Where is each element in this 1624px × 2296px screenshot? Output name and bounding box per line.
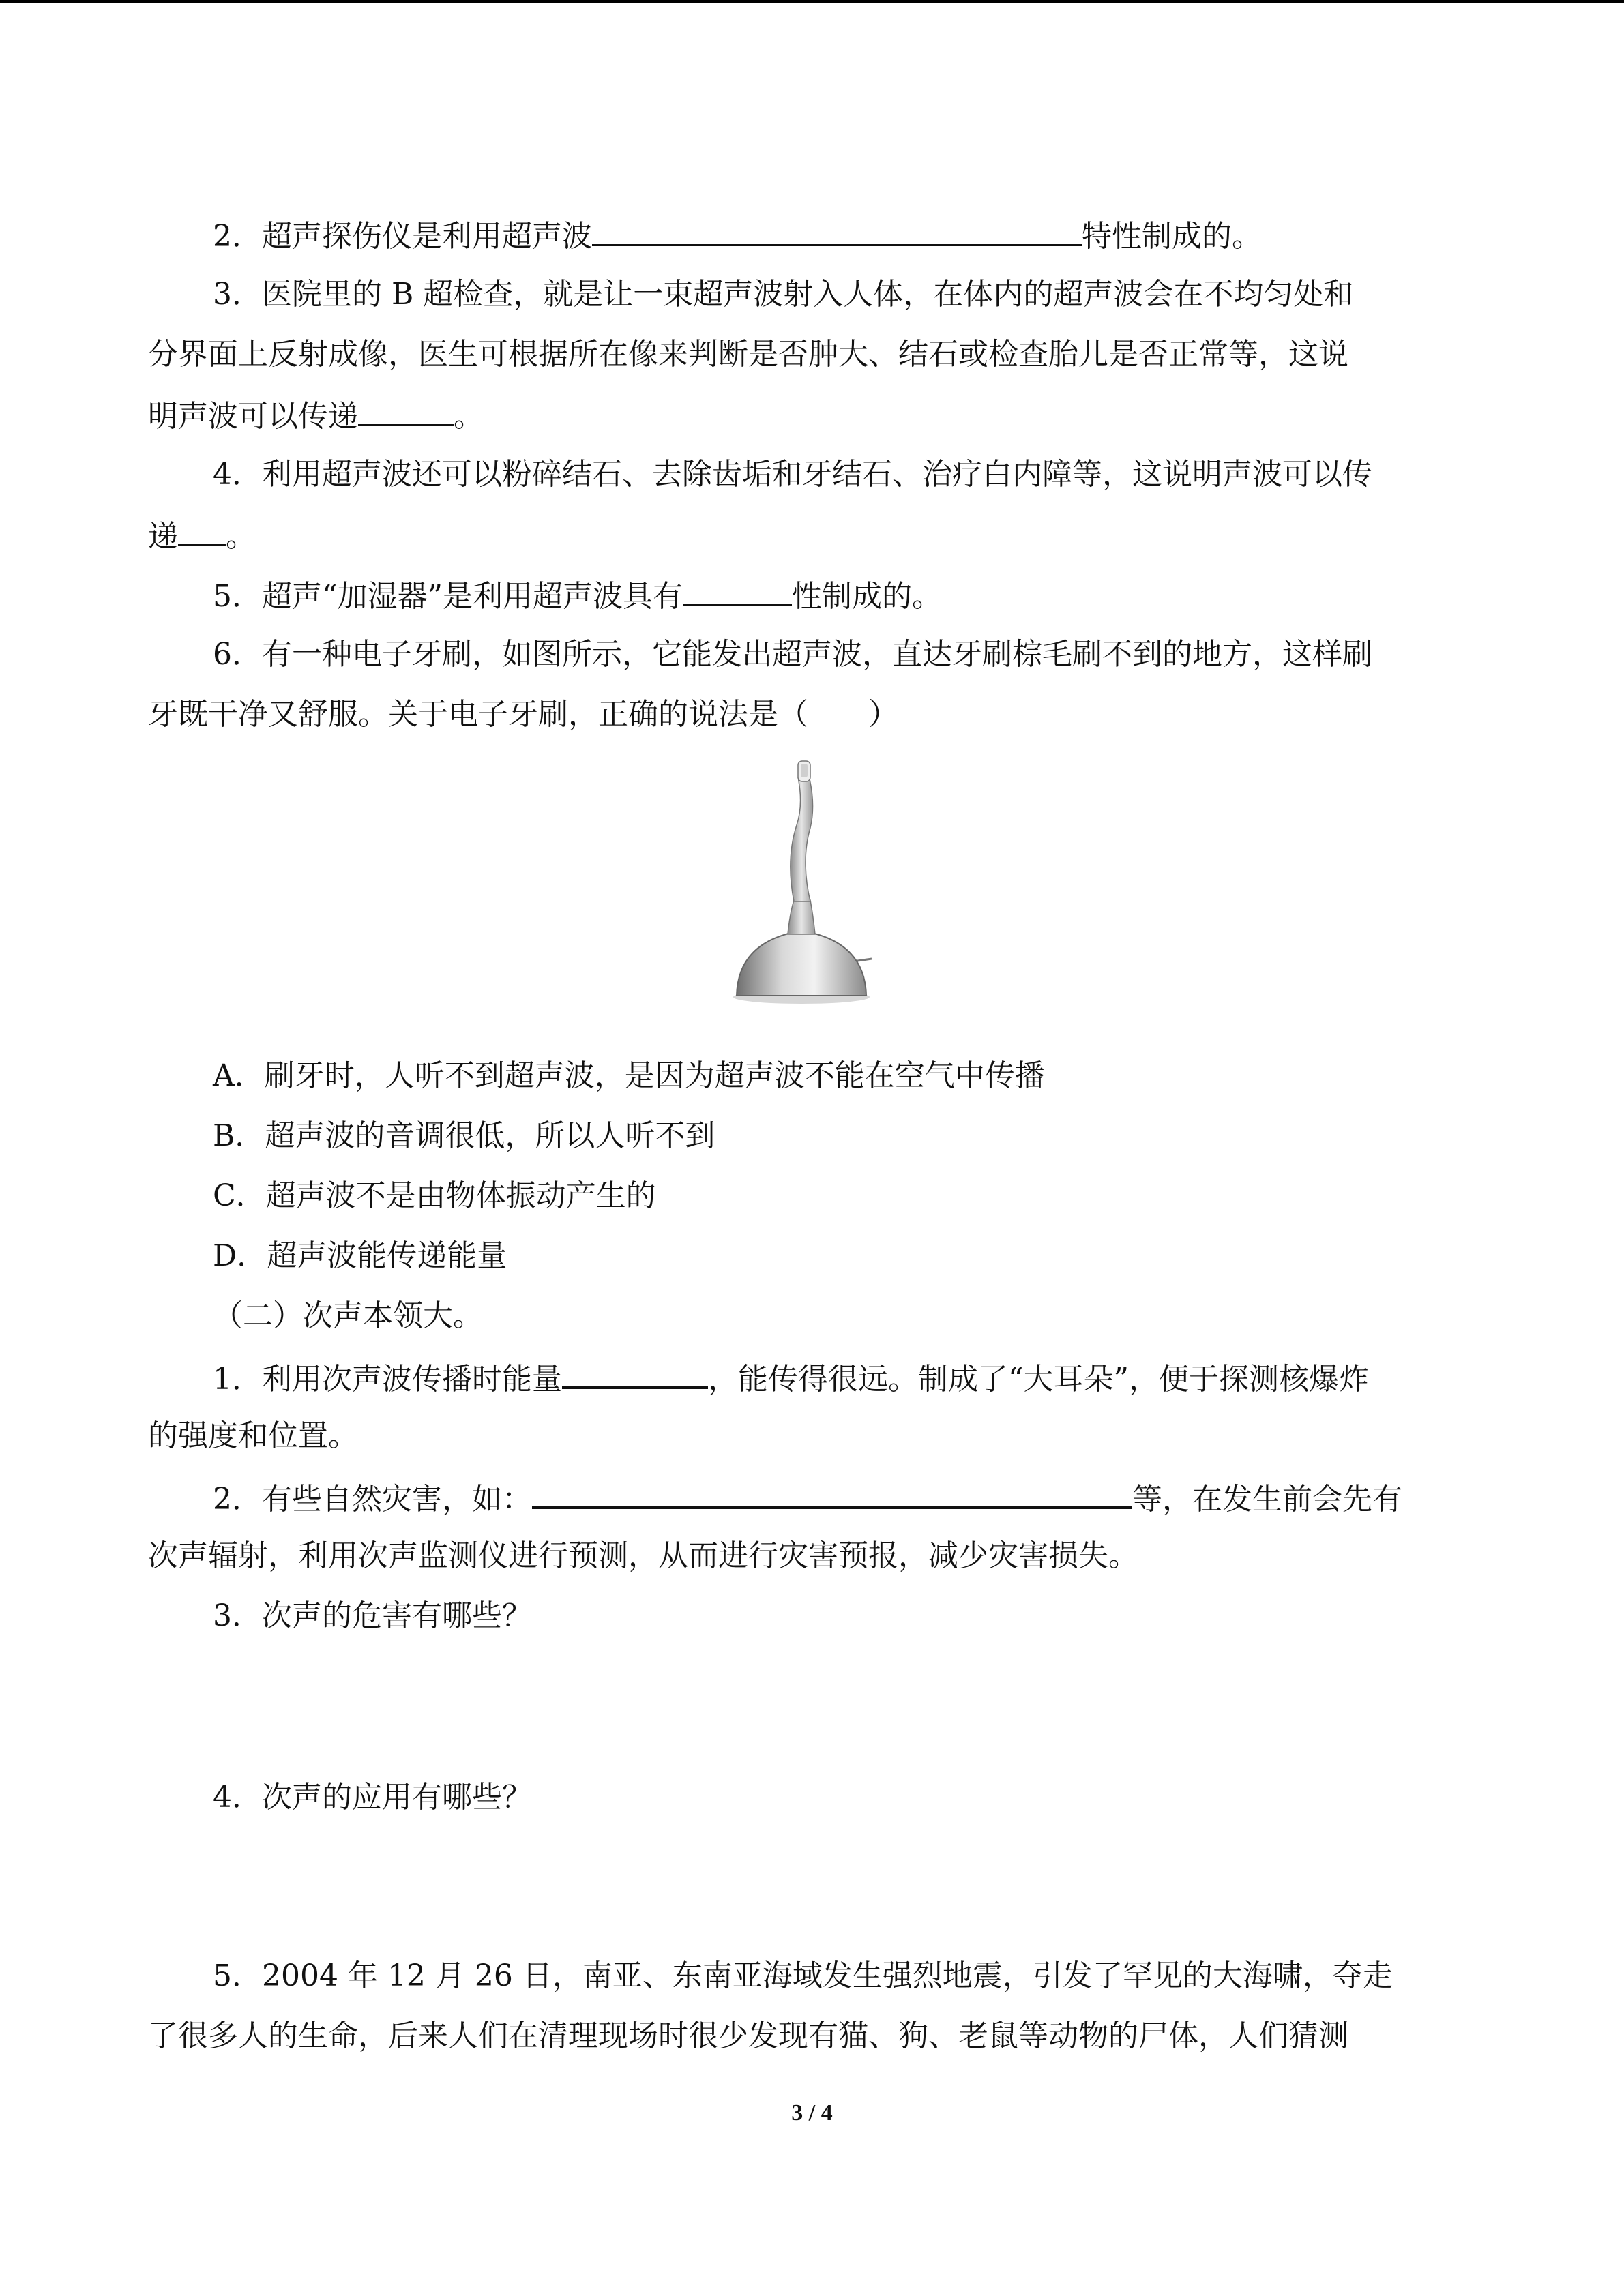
infrasound-question-5-line-2: 了很多人的生命，后来人们在清理现场时很少发现有猫、狗、老鼠等动物的尸体，人们猜测	[148, 2018, 1348, 2053]
question-text: 5．超声“加湿器”是利用超声波具有	[213, 579, 683, 614]
question-5-humidifier	[213, 574, 942, 617]
question-6-line-1: 6．有一种电子牙刷，如图所示，它能发出超声波，直达牙刷棕毛刷不到的地方，这样刷	[213, 637, 1372, 672]
answer-blank[interactable]	[562, 1356, 708, 1389]
option-b[interactable]: B．超声波的音调很低，所以人听不到	[213, 1118, 715, 1153]
answer-blank[interactable]	[532, 1476, 1132, 1509]
question-text: 特性制成的。	[1082, 219, 1262, 254]
question-text: 明声波可以传递	[148, 399, 358, 434]
question-6-line-2: 牙既干净又舒服。关于电子牙刷，正确的说法是（ ）	[148, 697, 898, 732]
infrasound-question-1-line-2: 的强度和位置。	[148, 1418, 358, 1453]
infrasound-question-1-line-1	[213, 1356, 1369, 1400]
top-border	[0, 0, 1624, 3]
option-a[interactable]: A．刷牙时，人听不到超声波，是因为超声波不能在空气中传播	[213, 1058, 1045, 1093]
electric-toothbrush-illustration	[723, 757, 880, 1009]
question-text: 。	[454, 399, 484, 434]
infrasound-question-2-line-2: 次声辐射，利用次声监测仪进行预测，从而进行灾害预报，减少灾害损失。	[148, 1538, 1138, 1573]
question-text: ，能传得很远。制成了“大耳朵”，便于探测核爆炸	[708, 1362, 1369, 1397]
page-number: 3 / 4	[791, 2100, 833, 2126]
answer-blank[interactable]	[358, 394, 454, 426]
question-text: 递	[148, 519, 178, 554]
option-d[interactable]: D．超声波能传递能量	[213, 1238, 507, 1273]
infrasound-question-4: 4．次声的应用有哪些？	[213, 1780, 532, 1815]
question-text: 等，在发生前会先有	[1132, 1482, 1402, 1517]
answer-blank[interactable]	[178, 514, 226, 546]
question-3-line-3	[148, 394, 484, 437]
question-4-line-2	[148, 514, 256, 557]
infrasound-question-3: 3．次声的危害有哪些？	[213, 1598, 532, 1633]
answer-blank[interactable]	[683, 574, 792, 606]
answer-blank[interactable]	[592, 214, 1082, 246]
infrasound-question-5-line-1: 5．2004 年 12 月 26 日，南亚、东南亚海域发生强烈地震，引发了罕见的大海啸，夺走	[213, 1958, 1393, 1993]
question-3-line-1: 3．医院里的 B 超检查，就是让一束超声波射入人体，在体内的超声波会在不均匀处和	[213, 277, 1354, 312]
section-heading-infrasound: （二）次声本领大。	[213, 1298, 483, 1333]
question-3-line-2: 分界面上反射成像，医生可根据所在像来判断是否肿大、结石或检查胎儿是否正常等，这说	[148, 337, 1348, 372]
question-text: 2．有些自然灾害，如：	[213, 1482, 532, 1517]
question-4-line-1: 4．利用超声波还可以粉碎结石、去除齿垢和牙结石、治疗白内障等，这说明声波可以传	[213, 457, 1372, 492]
option-c[interactable]: C．超声波不是由物体振动产生的	[213, 1178, 656, 1213]
question-text: 1．利用次声波传播时能量	[213, 1362, 562, 1397]
question-2-ultrasound-flaw-detector	[213, 214, 1262, 257]
question-text: 性制成的。	[791, 579, 942, 614]
question-text: 。	[226, 519, 256, 554]
question-text: 2．超声探伤仪是利用超声波	[213, 219, 592, 254]
infrasound-question-2-line-1	[213, 1476, 1402, 1520]
